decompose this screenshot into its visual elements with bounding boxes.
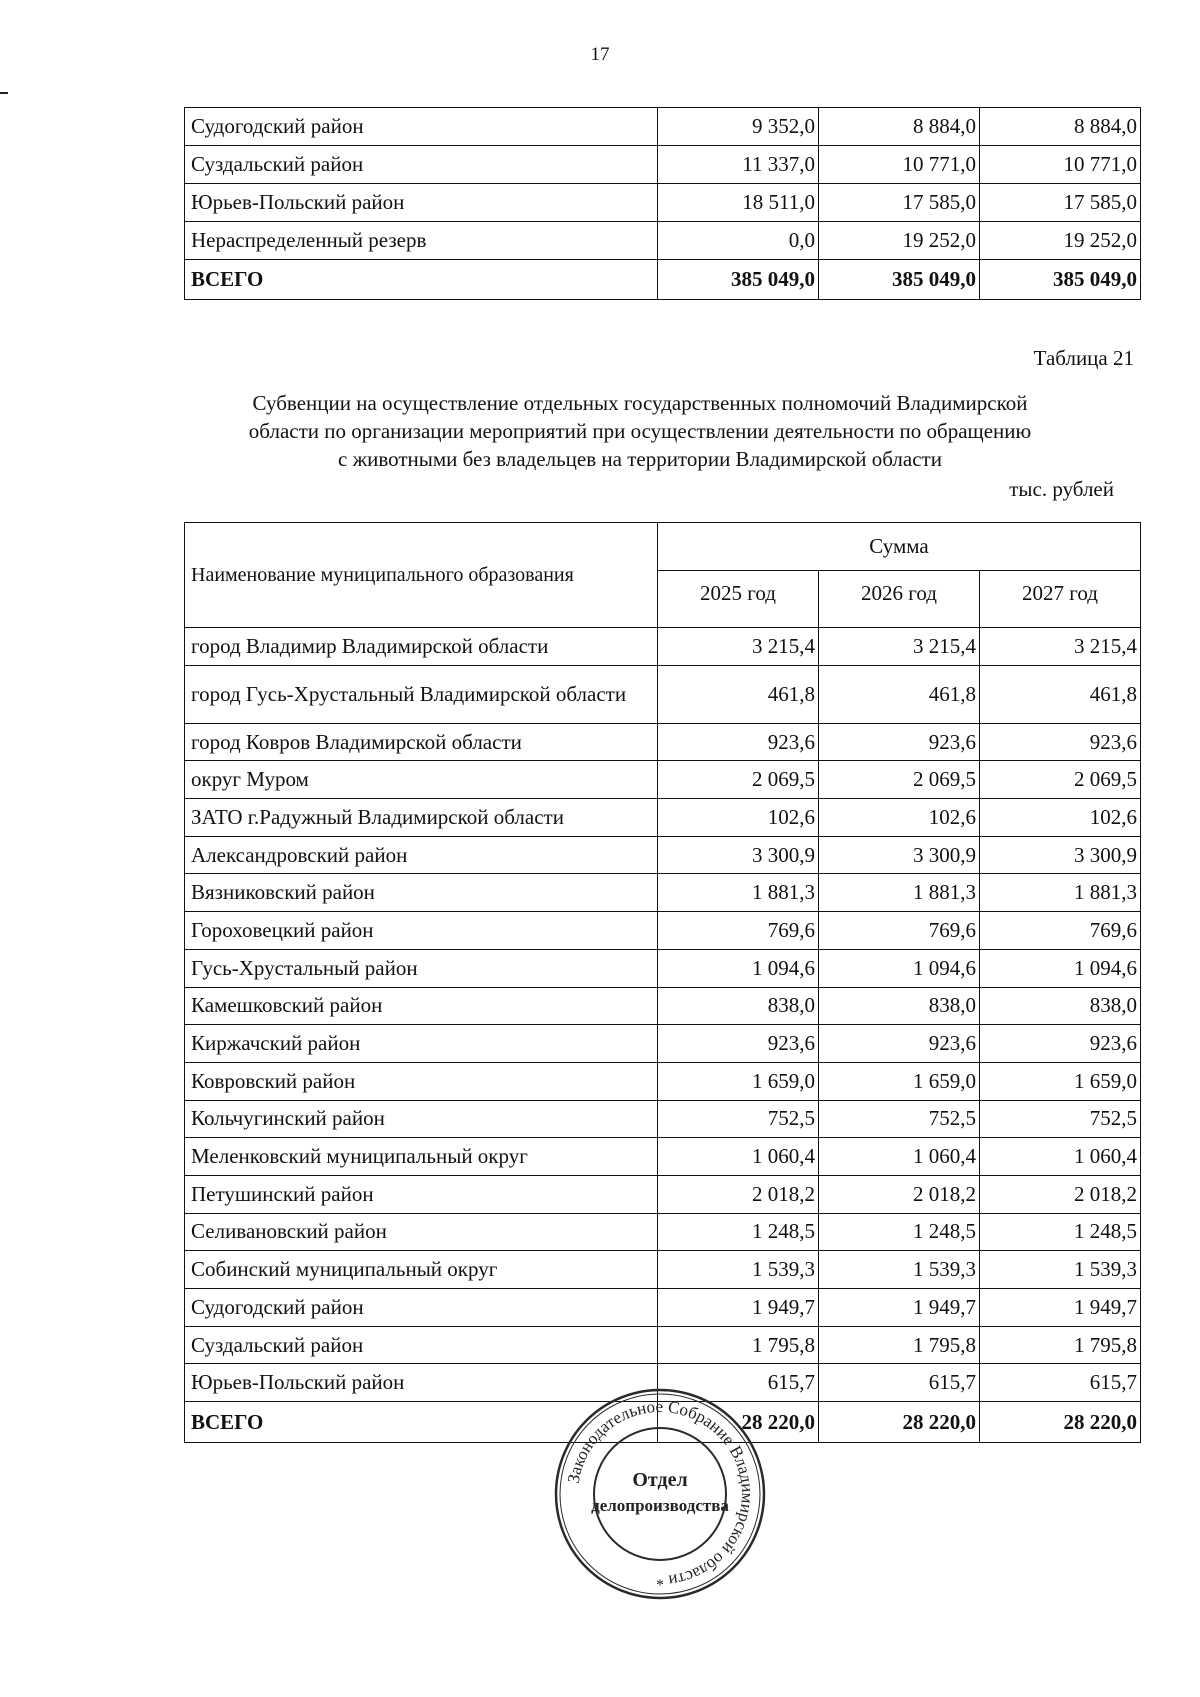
table-row [185, 222, 1141, 260]
stamp-center-line: Отдел [632, 1469, 688, 1491]
value-2027: 1 539,3 [980, 1251, 1141, 1289]
value-2026: 8 884,0 [819, 108, 980, 146]
value-2027: 2 018,2 [980, 1175, 1141, 1213]
table-row [185, 1326, 1141, 1364]
subvention-table [184, 522, 1141, 1443]
table-row [185, 987, 1141, 1025]
value-2027: 17 585,0 [980, 184, 1141, 222]
municipality-name: Ковровский район [185, 1062, 658, 1100]
total-row [185, 260, 1141, 300]
table-row [185, 1025, 1141, 1063]
value-2027: 461,8 [980, 665, 1141, 723]
value-2027: 838,0 [980, 987, 1141, 1025]
value-2026: 1 659,0 [819, 1062, 980, 1100]
value-2027: 10 771,0 [980, 146, 1141, 184]
table-row [185, 836, 1141, 874]
value-2025: 769,6 [658, 912, 819, 950]
value-2027: 1 949,7 [980, 1289, 1141, 1327]
value-2026: 1 060,4 [819, 1138, 980, 1176]
municipality-name: Петушинский район [185, 1175, 658, 1213]
star-icon: * [656, 1577, 664, 1594]
municipality-name: Суздальский район [185, 146, 658, 184]
column-header-sum: Сумма [658, 523, 1141, 571]
value-2027: 923,6 [980, 723, 1141, 761]
table-row [185, 1251, 1141, 1289]
value-2025: 1 659,0 [658, 1062, 819, 1100]
value-2026: 1 949,7 [819, 1289, 980, 1327]
table-row [185, 184, 1141, 222]
table-title-line: с животными без владельцев на территории Владимирской области [338, 447, 942, 471]
municipality-name: Судогодский район [185, 108, 658, 146]
value-2027: 769,6 [980, 912, 1141, 950]
municipality-name: Гусь-Хрустальный район [185, 949, 658, 987]
total-2026: 28 220,0 [819, 1402, 980, 1443]
stamp-outer-ring-inner [560, 1394, 760, 1594]
value-2026: 2 069,5 [819, 761, 980, 799]
continued-table [184, 107, 1141, 300]
municipality-name: Селивановский район [185, 1213, 658, 1251]
value-2027: 1 795,8 [980, 1326, 1141, 1364]
value-2027: 19 252,0 [980, 222, 1141, 260]
value-2025: 1 881,3 [658, 874, 819, 912]
header-row [185, 523, 1141, 571]
value-2025: 1 539,3 [658, 1251, 819, 1289]
value-2026: 2 018,2 [819, 1175, 980, 1213]
value-2026: 923,6 [819, 723, 980, 761]
value-2025: 102,6 [658, 799, 819, 837]
table-row [185, 665, 1141, 723]
municipality-name: Нераспределенный резерв [185, 222, 658, 260]
table-row [185, 1213, 1141, 1251]
value-2026: 10 771,0 [819, 146, 980, 184]
value-2027: 1 881,3 [980, 874, 1141, 912]
value-2025: 2 018,2 [658, 1175, 819, 1213]
value-2025: 1 248,5 [658, 1213, 819, 1251]
value-2026: 838,0 [819, 987, 980, 1025]
total-label: ВСЕГО [185, 260, 658, 300]
value-2025: 752,5 [658, 1100, 819, 1138]
table-row [185, 912, 1141, 950]
table-row [185, 874, 1141, 912]
table-row [185, 108, 1141, 146]
total-2026: 385 049,0 [819, 260, 980, 300]
value-2025: 0,0 [658, 222, 819, 260]
municipality-name: Юрьев-Польский район [185, 184, 658, 222]
stamp-inner-ring [594, 1428, 726, 1560]
table-row [185, 628, 1141, 666]
value-2026: 461,8 [819, 665, 980, 723]
value-2025: 11 337,0 [658, 146, 819, 184]
table-row [185, 799, 1141, 837]
municipality-name: город Владимир Владимирской области [185, 628, 658, 666]
value-2026: 1 094,6 [819, 949, 980, 987]
table-row [185, 1100, 1141, 1138]
value-2025: 1 094,6 [658, 949, 819, 987]
official-stamp [550, 1384, 770, 1604]
table-row [185, 949, 1141, 987]
value-2025: 615,7 [658, 1364, 819, 1402]
municipality-name: Кольчугинский район [185, 1100, 658, 1138]
column-header-name: Наименование муниципального образования [185, 523, 658, 628]
value-2025: 18 511,0 [658, 184, 819, 222]
value-2027: 1 248,5 [980, 1213, 1141, 1251]
value-2027: 8 884,0 [980, 108, 1141, 146]
table-title-line: Субвенции на осуществление отдельных государственных полномочий Владимирской [252, 391, 1028, 415]
value-2026: 615,7 [819, 1364, 980, 1402]
total-2027: 385 049,0 [980, 260, 1141, 300]
value-2026: 769,6 [819, 912, 980, 950]
value-2027: 923,6 [980, 1025, 1141, 1063]
value-2027: 102,6 [980, 799, 1141, 837]
municipality-name: Камешковский район [185, 987, 658, 1025]
municipality-name: Александровский район [185, 836, 658, 874]
municipality-name: Гороховецкий район [185, 912, 658, 950]
municipality-name: Суздальский район [185, 1326, 658, 1364]
total-label: ВСЕГО [185, 1402, 658, 1443]
value-2027: 2 069,5 [980, 761, 1141, 799]
value-2025: 838,0 [658, 987, 819, 1025]
municipality-name: Судогодский район [185, 1289, 658, 1327]
table-row [185, 1289, 1141, 1327]
table-row [185, 1062, 1141, 1100]
value-2025: 9 352,0 [658, 108, 819, 146]
value-2026: 17 585,0 [819, 184, 980, 222]
municipality-name: Киржачский район [185, 1025, 658, 1063]
table-title-line: области по организации мероприятий при осуществлении деятельности по обращению [248, 419, 1032, 443]
municipality-name: Меленковский муниципальный округ [185, 1138, 658, 1176]
municipality-name: Собинский муниципальный округ [185, 1251, 658, 1289]
table-row [185, 146, 1141, 184]
value-2027: 1 659,0 [980, 1062, 1141, 1100]
table-row [185, 761, 1141, 799]
value-2026: 3 300,9 [819, 836, 980, 874]
value-2027: 1 094,6 [980, 949, 1141, 987]
municipality-name: город Гусь-Хрустальный Владимирской области [185, 665, 658, 723]
stamp-outer-ring [556, 1390, 764, 1598]
value-2026: 19 252,0 [819, 222, 980, 260]
value-2025: 1 795,8 [658, 1326, 819, 1364]
stamp-center-line: делопроизводства [591, 1496, 729, 1515]
municipality-name: Вязниковский район [185, 874, 658, 912]
value-2025: 923,6 [658, 723, 819, 761]
municipality-name: ЗАТО г.Радужный Владимирской области [185, 799, 658, 837]
value-2025: 2 069,5 [658, 761, 819, 799]
column-header-2025: 2025 год [658, 571, 819, 628]
table-row [185, 1138, 1141, 1176]
total-2027: 28 220,0 [980, 1402, 1141, 1443]
table-title [150, 389, 1130, 473]
value-2027: 3 215,4 [980, 628, 1141, 666]
total-2025: 28 220,0 [658, 1402, 819, 1443]
municipality-name: Юрьев-Польский район [185, 1364, 658, 1402]
value-2025: 3 215,4 [658, 628, 819, 666]
value-2026: 752,5 [819, 1100, 980, 1138]
table-number-label: Таблица 21 [1033, 346, 1134, 370]
total-2025: 385 049,0 [658, 260, 819, 300]
value-2026: 923,6 [819, 1025, 980, 1063]
scan-edge-mark [0, 92, 8, 94]
value-2026: 3 215,4 [819, 628, 980, 666]
value-2027: 1 060,4 [980, 1138, 1141, 1176]
municipality-name: город Ковров Владимирской области [185, 723, 658, 761]
value-2026: 1 795,8 [819, 1326, 980, 1364]
value-2026: 1 248,5 [819, 1213, 980, 1251]
value-2027: 3 300,9 [980, 836, 1141, 874]
table-row [185, 723, 1141, 761]
page-number: 17 [590, 44, 610, 65]
value-2025: 923,6 [658, 1025, 819, 1063]
value-2025: 461,8 [658, 665, 819, 723]
stamp-ring-text: Законодательное Собрание Владимирской области [563, 1396, 758, 1591]
value-2025: 3 300,9 [658, 836, 819, 874]
column-header-2027: 2027 год [980, 571, 1141, 628]
municipality-name: округ Муром [185, 761, 658, 799]
value-2026: 1 539,3 [819, 1251, 980, 1289]
value-2026: 1 881,3 [819, 874, 980, 912]
table-row [185, 1175, 1141, 1213]
value-2027: 615,7 [980, 1364, 1141, 1402]
value-2027: 752,5 [980, 1100, 1141, 1138]
stamp-graphic [550, 1384, 770, 1604]
value-2025: 1 949,7 [658, 1289, 819, 1327]
column-header-2026: 2026 год [819, 571, 980, 628]
value-2025: 1 060,4 [658, 1138, 819, 1176]
value-2026: 102,6 [819, 799, 980, 837]
units-label: тыс. рублей [1009, 477, 1114, 501]
